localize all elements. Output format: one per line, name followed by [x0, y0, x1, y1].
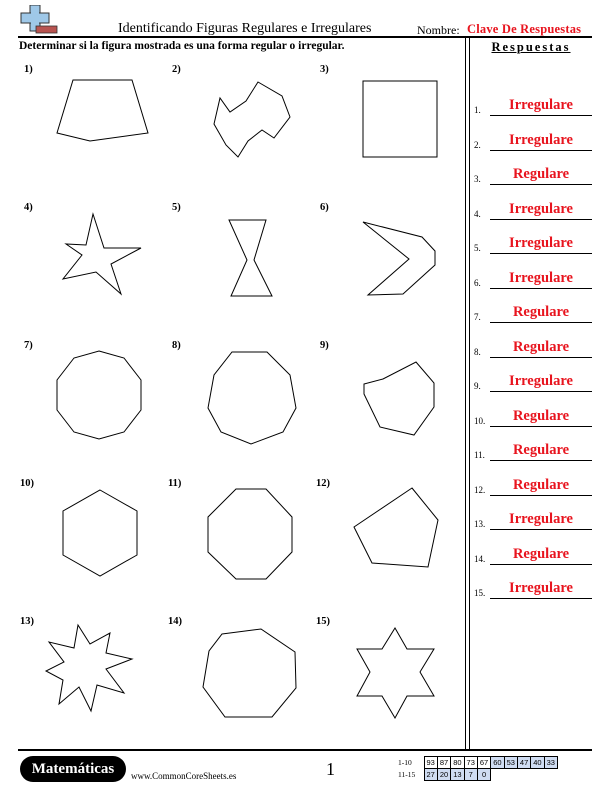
answer-number: 8.: [474, 347, 481, 357]
shape-irregular-star: [46, 625, 132, 711]
answer-number: 10.: [474, 416, 486, 426]
score-cell: 87: [437, 757, 450, 769]
problem-label: 5): [172, 202, 181, 213]
answer-value: Regulare: [512, 339, 570, 355]
score-cell: 40: [531, 757, 544, 769]
problem-label: 2): [172, 64, 181, 75]
answer-value: Regulare: [512, 442, 570, 458]
score-table: [396, 756, 558, 781]
shape-regular-heptagon: [203, 629, 296, 717]
score-row-label: 1-10: [398, 758, 412, 767]
answer-number: 3.: [474, 174, 481, 184]
answer-value: Irregulare: [509, 270, 573, 286]
shape-regular-octagon: [208, 489, 292, 579]
answer-number: 4.: [474, 209, 481, 219]
subject-badge: Matemáticas: [20, 756, 126, 782]
answer-number: 1.: [474, 105, 481, 115]
problem-label: 7): [24, 340, 33, 351]
shape-regular-decagon: [57, 351, 141, 439]
answer-number: 2.: [474, 140, 481, 150]
problem-label: 15): [316, 616, 330, 627]
shape-chevron: [363, 222, 435, 295]
name-value: Clave De Respuestas: [467, 22, 582, 36]
name-label: Nombre:: [417, 23, 460, 37]
bottom-divider: [18, 749, 592, 751]
worksheet-title: Identificando Figuras Regulares e Irregulares: [118, 21, 372, 36]
answer-value: Regulare: [512, 477, 570, 493]
answer-value: Irregulare: [509, 97, 573, 113]
answer-value: Irregulare: [509, 373, 573, 389]
shape-square: [363, 81, 437, 157]
answer-value: Regulare: [512, 166, 570, 182]
problem-label: 14): [168, 616, 182, 627]
problem-label: 9): [320, 340, 329, 351]
answers-title: Respuestas: [491, 40, 571, 54]
shape-irregular-polygon: [364, 362, 434, 435]
shape-regular-hexagon: [63, 490, 137, 576]
shape-regular-star: [357, 628, 434, 718]
score-cell: 60: [491, 757, 504, 769]
answer-number: 13.: [474, 519, 486, 529]
answer-value: Regulare: [512, 304, 570, 320]
problem-label: 6): [320, 202, 329, 213]
score-row: [396, 757, 557, 769]
score-cell: 67: [477, 757, 490, 769]
answer-value: Regulare: [512, 546, 570, 562]
answer-number: 6.: [474, 278, 481, 288]
problem-label: 1): [24, 64, 33, 75]
problem-label: 12): [316, 478, 330, 489]
shape-irregular-star: [63, 214, 141, 294]
problem-label: 13): [20, 616, 34, 627]
problem-label: 11): [168, 478, 182, 489]
problem-label: 3): [320, 64, 329, 75]
score-cell: 20: [437, 769, 450, 781]
score-cell: 53: [504, 757, 517, 769]
score-cell: 73: [464, 757, 477, 769]
website-link[interactable]: www.CommonCoreSheets.es: [131, 771, 237, 781]
answer-value: Irregulare: [509, 511, 573, 527]
score-row-label: 11-15: [398, 770, 416, 779]
answer-value: Irregulare: [509, 235, 573, 251]
answer-value: Regulare: [512, 408, 570, 424]
shape-bow-tie: [229, 220, 272, 296]
score-cell: 13: [451, 769, 464, 781]
problem-label: 4): [24, 202, 33, 213]
shape-regular-decagon: [208, 352, 296, 444]
answer-number: 15.: [474, 588, 486, 598]
shape-irregular-pentagon: [57, 80, 148, 141]
score-cell: 33: [544, 757, 557, 769]
score-cell: 27: [424, 769, 437, 781]
answer-value: Irregulare: [509, 132, 573, 148]
answer-number: 7.: [474, 312, 481, 322]
answer-number: 12.: [474, 485, 486, 495]
score-cell: 7: [464, 769, 477, 781]
instructions: Determinar si la figura mostrada es una forma regular o irregular.: [19, 40, 345, 52]
answer-value: Irregulare: [509, 580, 573, 596]
problem-label: 8): [172, 340, 181, 351]
problem-label: 10): [20, 478, 34, 489]
score-cell: 0: [477, 769, 490, 781]
answer-value: Irregulare: [509, 201, 573, 217]
answer-number: 11.: [474, 450, 485, 460]
shape-regular-pentagon: [354, 488, 438, 567]
score-cell: 80: [451, 757, 464, 769]
score-row: [396, 769, 557, 781]
shape-irregular-zigzag: [214, 82, 290, 157]
score-cell: 93: [424, 757, 437, 769]
answer-number: 9.: [474, 381, 481, 391]
score-cell: 47: [517, 757, 530, 769]
answer-number: 5.: [474, 243, 481, 253]
answer-number: 14.: [474, 554, 486, 564]
page-number: 1: [326, 759, 335, 779]
